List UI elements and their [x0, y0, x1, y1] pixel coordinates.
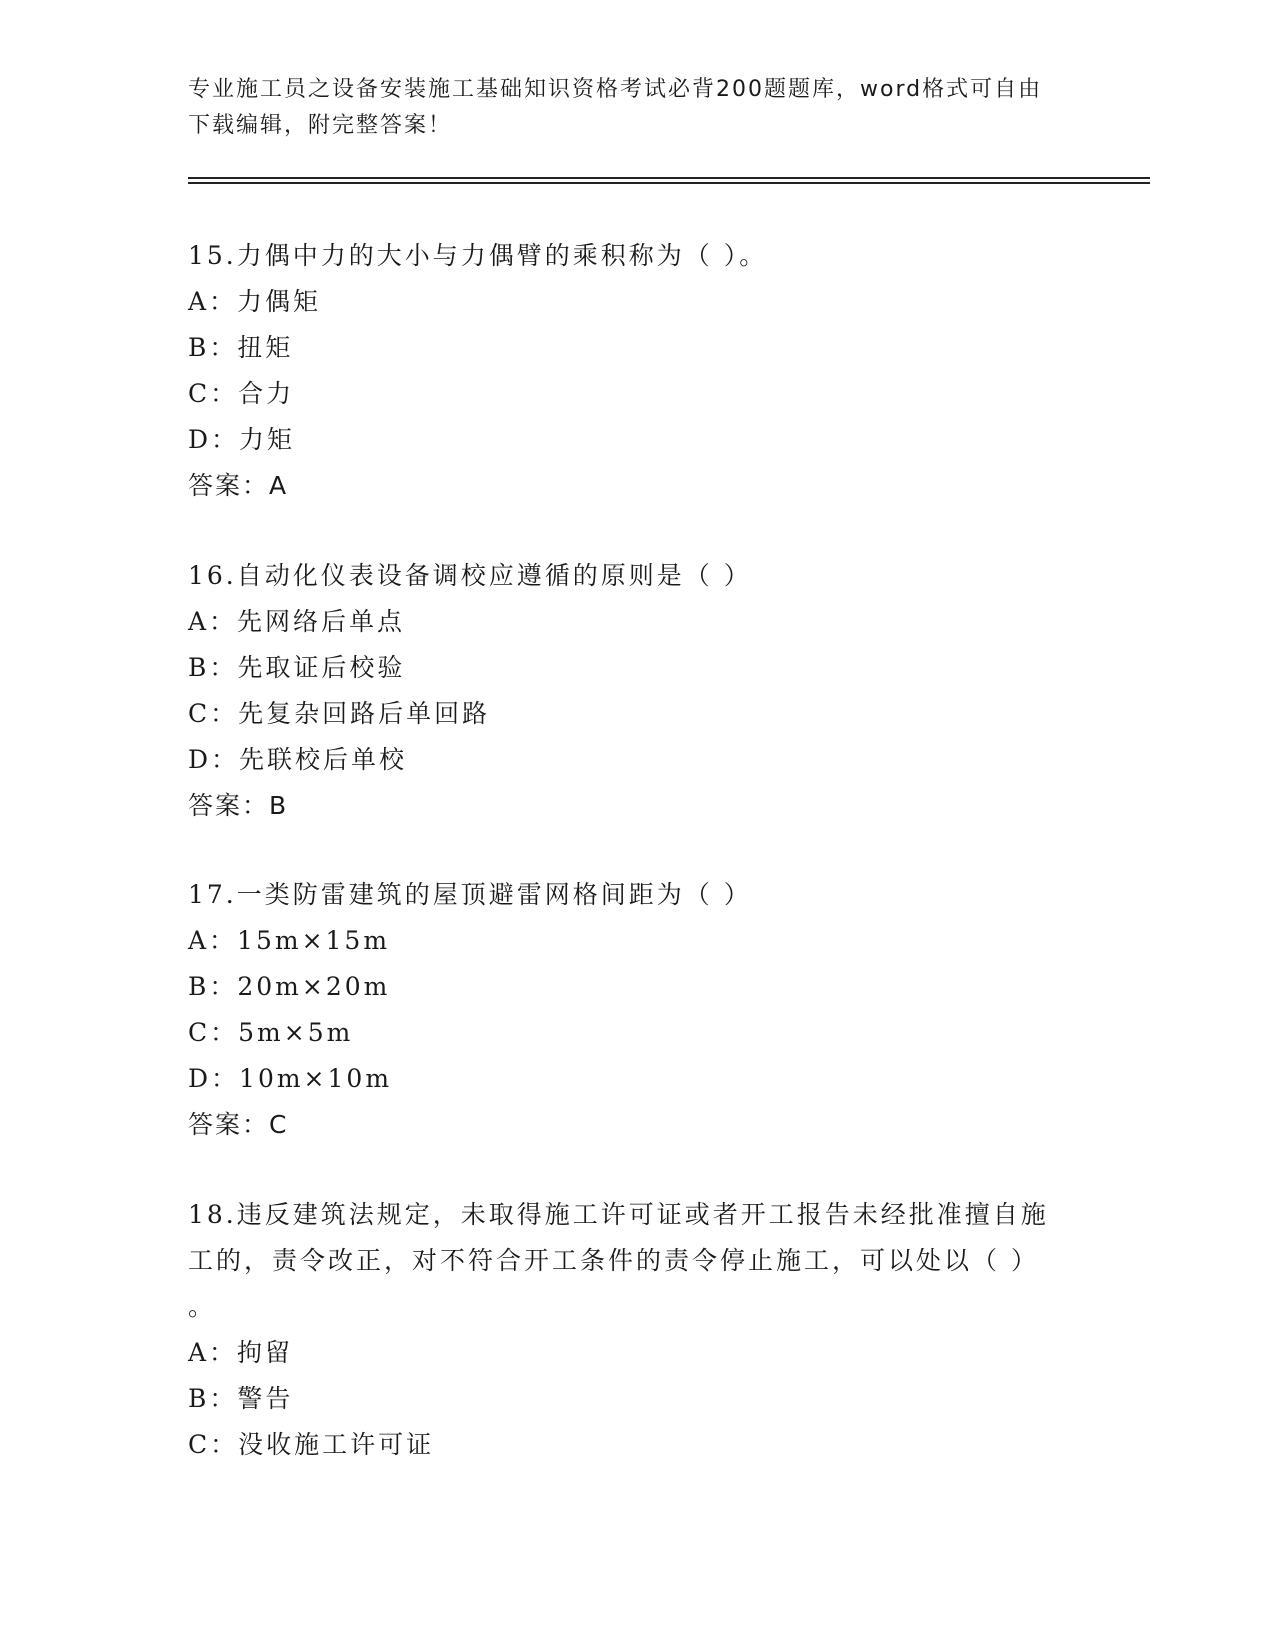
- option-b: B：先取证后校验: [188, 653, 406, 682]
- answer: 答案：C: [188, 1110, 289, 1139]
- question-15: [188, 233, 1088, 509]
- question-17: [188, 872, 1088, 1148]
- option-b: B：警告: [188, 1384, 294, 1413]
- option-a: A：先网络后单点: [188, 607, 406, 636]
- option-a: A：拘留: [188, 1338, 294, 1367]
- question-stem-line-1: 18.违反建筑法规定，未取得施工许可证或者开工报告未经批准擅自施: [188, 1200, 1049, 1229]
- option-b: B：20m×20m: [188, 972, 391, 1001]
- document-header: [188, 72, 1068, 144]
- header-line-2: 下载编辑，附完整答案！: [188, 113, 453, 138]
- option-d: D：力矩: [188, 425, 296, 454]
- option-c: C：没收施工许可证: [188, 1430, 435, 1459]
- question-18: [188, 1192, 1088, 1468]
- option-b: B：扭矩: [188, 333, 294, 362]
- option-c: C：合力: [188, 379, 295, 408]
- question-stem-line-2: 工的，责令改正，对不符合开工条件的责令停止施工，可以处以（ ）: [188, 1246, 1039, 1275]
- header-divider-bottom: [188, 182, 1150, 184]
- option-d: D：先联校后单校: [188, 745, 408, 774]
- question-stem-line-3: 。: [188, 1292, 217, 1321]
- question-16: [188, 553, 1088, 829]
- option-d: D：10m×10m: [188, 1064, 393, 1093]
- question-stem: 15.力偶中力的大小与力偶臂的乘积称为（ ）。: [188, 241, 768, 270]
- option-a: A：力偶矩: [188, 287, 322, 316]
- answer: 答案：B: [188, 791, 289, 820]
- header-line-1: 专业施工员之设备安装施工基础知识资格考试必背200题题库，word格式可自由: [188, 77, 1043, 102]
- question-stem: 17.一类防雷建筑的屋顶避雷网格间距为（ ）: [188, 880, 752, 909]
- option-c: C：5m×5m: [188, 1018, 354, 1047]
- header-divider-top: [188, 177, 1150, 179]
- answer: 答案：A: [188, 471, 289, 500]
- question-stem: 16.自动化仪表设备调校应遵循的原则是（ ）: [188, 561, 752, 590]
- option-a: A：15m×15m: [188, 926, 391, 955]
- option-c: C：先复杂回路后单回路: [188, 699, 491, 728]
